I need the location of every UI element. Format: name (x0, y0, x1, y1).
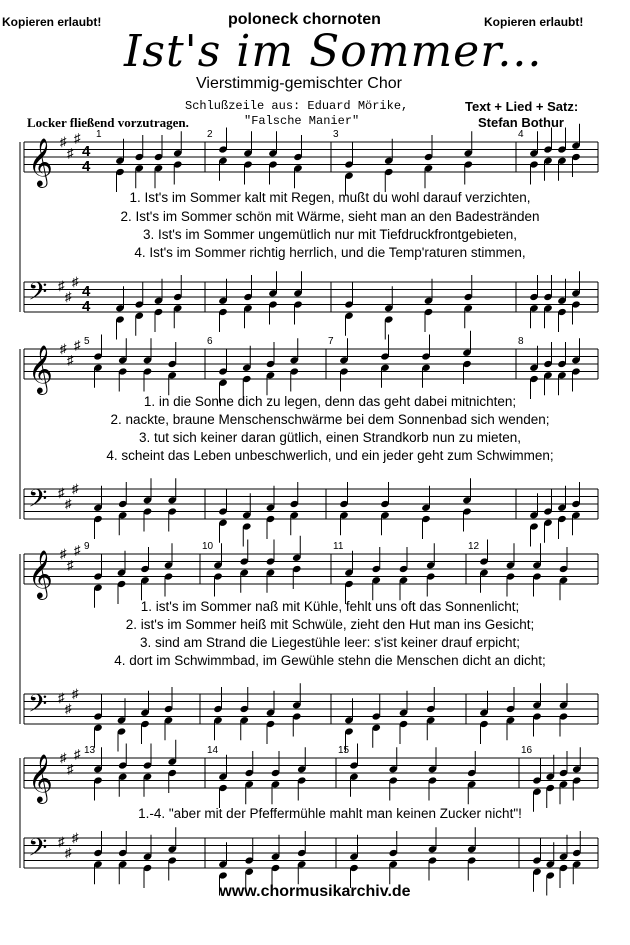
key-sharp: ♯ (58, 689, 65, 705)
key-sharp: ♯ (74, 746, 81, 762)
measure-number: 1 (96, 129, 102, 140)
measure-number: 3 (333, 129, 339, 140)
key-sharp: ♯ (60, 546, 67, 561)
lyric-line: 2. ist's im Sommer heiß mit Schwüle, zieht den Hut man ins Gesicht; (125, 617, 535, 632)
measure-number: 6 (207, 336, 213, 347)
lyric-line: 4. Ist's im Sommer richtig herrlich, und die Temp'raturen stimmen, (134, 245, 526, 260)
measure-number: 9 (84, 541, 90, 552)
key-sharp: ♯ (72, 686, 79, 701)
key-sharp: ♯ (72, 274, 79, 289)
source-line-2: "Falsche Manier" (244, 114, 360, 128)
measure-number: 12 (468, 541, 480, 552)
copy-notice-right: Kopieren erlaubt! (484, 15, 584, 29)
measure-number: 11 (333, 541, 344, 552)
key-sharp: ♯ (67, 557, 74, 573)
time-signature-top: 4 (82, 283, 91, 300)
clef-symbol: 𝄢 (28, 277, 48, 313)
measure-number: 4 (518, 129, 524, 140)
copy-notice-left: Kopieren erlaubt! (2, 15, 102, 29)
key-sharp: ♯ (65, 496, 72, 511)
key-sharp: ♯ (74, 337, 81, 353)
key-sharp: ♯ (60, 134, 67, 149)
song-subtitle: Vierstimmig-gemischter Chor (196, 75, 402, 92)
lyric-line: 4. scheint das Leben unbeschwerlich, und ein jeder geht zum Schwimmen; (106, 448, 554, 463)
time-signature-bottom: 4 (82, 298, 91, 315)
key-sharp: ♯ (60, 341, 67, 356)
website-url: www.chormusikarchiv.de (219, 883, 411, 900)
key-sharp: ♯ (60, 750, 67, 765)
measure-number: 10 (202, 541, 214, 552)
lyric-line: 3. sind am Strand die Liegestühle leer: s'ist keiner drauf erpicht; (139, 635, 521, 650)
key-sharp: ♯ (65, 701, 72, 716)
measure-number: 7 (328, 336, 334, 347)
credit-line-1: Text + Lied + Satz: (465, 99, 579, 114)
clef-symbol: 𝄞 (28, 753, 53, 802)
key-sharp: ♯ (58, 833, 65, 849)
measure-number: 13 (84, 745, 96, 756)
clef-symbol: 𝄞 (28, 137, 53, 186)
lyric-line: 2. Ist's im Sommer schön mit Wärme, sieht man an den Badestränden (120, 209, 540, 224)
lyric-line: 1. in die Sonne dich zu legen, denn das geht dabei mitnichten; (143, 394, 517, 409)
key-sharp: ♯ (67, 352, 74, 368)
lyric-line: 4. dort im Schwimmbad, im Gewühle stehn die Menschen dicht an dicht; (114, 653, 546, 668)
lyric-line: 1. ist's im Sommer naß mit Kühle, fehlt uns oft das Sonnenlicht; (140, 599, 520, 614)
key-sharp: ♯ (65, 845, 72, 860)
key-sharp: ♯ (67, 145, 74, 161)
measure-number: 5 (84, 336, 90, 347)
key-sharp: ♯ (72, 830, 79, 845)
tempo-marking: Locker fließend vorzutragen. (27, 115, 189, 130)
clef-symbol: 𝄞 (28, 344, 53, 393)
source-line-1: Schlußzeile aus: Eduard Mörike, (185, 99, 409, 113)
measure-number: 8 (518, 336, 524, 347)
key-sharp: ♯ (74, 130, 81, 146)
key-sharp: ♯ (74, 542, 81, 558)
key-sharp: ♯ (67, 761, 74, 777)
key-sharp: ♯ (58, 277, 65, 293)
clef-symbol: 𝄞 (28, 549, 53, 598)
song-title: Ist's im Sommer... (124, 26, 543, 77)
clef-symbol: 𝄢 (28, 833, 48, 869)
brand-name: poloneck chornoten (228, 11, 381, 28)
clef-symbol: 𝄢 (28, 689, 48, 725)
time-signature-bottom: 4 (82, 158, 91, 175)
key-sharp: ♯ (72, 481, 79, 496)
lyric-line: 1.-4. "aber mit der Pfeffermühle mahlt man keinen Zucker nicht"! (138, 806, 522, 821)
measure-number: 2 (207, 129, 213, 140)
key-sharp: ♯ (58, 484, 65, 500)
clef-symbol: 𝄢 (28, 484, 48, 520)
lyric-line: 1. Ist's im Sommer kalt mit Regen, mußt du wohl darauf verzichten, (129, 190, 531, 205)
measure-number: 16 (521, 745, 533, 756)
measure-number: 14 (207, 745, 219, 756)
lyric-line: 3. Ist's im Sommer ungemütlich nur mit Tiefdruckfrontgebieten, (143, 227, 517, 242)
key-sharp: ♯ (65, 289, 72, 304)
lyric-line: 3. tut sich keiner daran gütlich, einen Strandkorb nun zu mieten, (139, 430, 521, 445)
lyric-line: 2. nackte, braune Menschenschwärme bei dem Sonnenbad sich wenden; (110, 412, 550, 427)
measure-number: 15 (338, 745, 350, 756)
credit-line-2: Stefan Bothur (478, 115, 564, 130)
time-signature-top: 4 (82, 143, 91, 160)
